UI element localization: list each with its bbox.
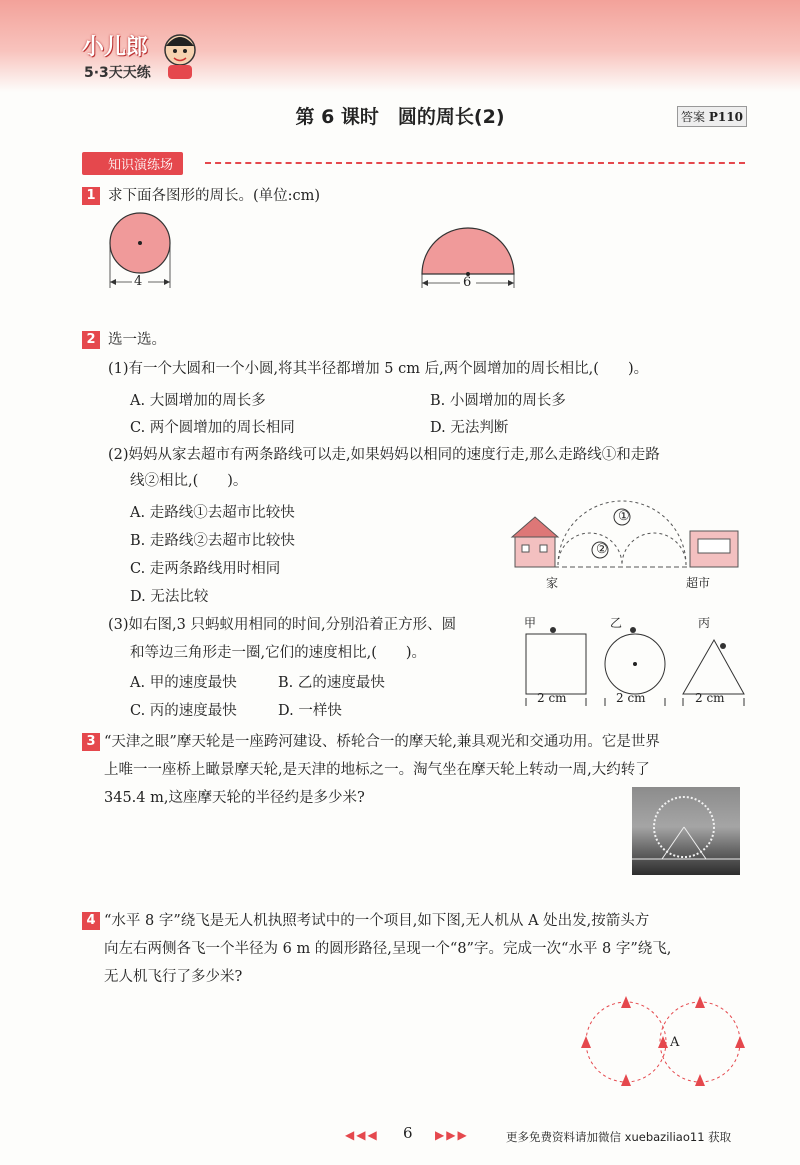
supermarket-icon [690, 531, 738, 567]
question-text: 求下面各图形的周长。(单位:cm) [108, 188, 321, 204]
question-text: 选一选。 [108, 332, 166, 348]
option-c[interactable]: C. 两个圆增加的周长相同 [130, 420, 295, 436]
sub-question-2-cont: 线②相比,( )。 [130, 473, 248, 489]
circle-figure [100, 210, 190, 295]
brand-logo: 小儿郎 [82, 35, 149, 60]
route-1-label: ① [618, 509, 630, 524]
section-divider [205, 162, 745, 164]
option-b[interactable]: B. 走路线②去超市比较快 [130, 533, 295, 549]
option-a[interactable]: A. 甲的速度最快 [130, 675, 237, 691]
mascot-icon [160, 30, 200, 80]
question-number: 1 [82, 187, 100, 205]
question-number: 2 [82, 331, 100, 349]
circle-dimension: 2 cm [616, 691, 646, 705]
option-c[interactable]: C. 走两条路线用时相同 [130, 561, 281, 577]
question-text: “天津之眼”摩天轮是一座跨河建设、桥轮合一的摩天轮,兼具观光和交通功用。它是世界 [104, 734, 660, 750]
next-page-arrows[interactable]: ▶▶▶ [435, 1128, 469, 1142]
series-name: 5·3天天练 [84, 65, 151, 81]
house-icon [512, 517, 558, 567]
question-text-cont: 无人机飞行了多少米? [104, 969, 243, 985]
footer-note: 更多免费资料请加微信 xuebaziliao11 获取 [506, 1130, 732, 1144]
square-dimension: 2 cm [537, 691, 567, 705]
triangle-dimension: 2 cm [695, 691, 725, 705]
circle-dimension: 4 [134, 274, 143, 289]
prev-page-arrows[interactable]: ◀◀◀ [345, 1128, 379, 1142]
question-text: “水平 8 字”绕飞是无人机执照考试中的一个项目,如下图,无人机从 A 处出发,按箭头方 [104, 913, 650, 929]
market-label: 超市 [686, 576, 711, 590]
option-d[interactable]: D. 无法判断 [430, 420, 509, 436]
lesson-title: 第 6 课时 圆的周长(2) [295, 106, 505, 128]
sub-question-3-cont: 和等边三角形走一圈,它们的速度相比,( )。 [130, 645, 427, 661]
option-d[interactable]: D. 一样快 [278, 703, 342, 719]
home-label: 家 [546, 576, 559, 590]
option-a[interactable]: A. 走路线①去超市比较快 [130, 505, 295, 521]
point-a-label: A [670, 1035, 680, 1050]
question-text-cont: 345.4 m,这座摩天轮的半径约是多少米? [104, 790, 365, 806]
question-text-cont: 向左右两侧各飞一个半径为 6 m 的圆形路径,呈现一个“8”字。完成一次“水平 8 字”绕飞, [104, 941, 672, 957]
answer-label: 答案 [681, 110, 706, 124]
option-d[interactable]: D. 无法比较 [130, 589, 209, 605]
section-title: 知识演练场 [82, 152, 183, 175]
semicircle-dimension: 6 [463, 275, 472, 290]
question-text-cont: 上唯一一座桥上瞰景摩天轮,是天津的地标之一。淘气坐在摩天轮上转动一周,大约转了 [104, 762, 650, 778]
option-a[interactable]: A. 大圆增加的周长多 [130, 393, 266, 409]
sub-question-1: (1)有一个大圆和一个小圆,将其半径都增加 5 cm 后,两个圆增加的周长相比,( )。 [108, 361, 649, 377]
page-number: 6 [403, 1124, 413, 1142]
figure-eight-diagram [578, 992, 748, 1087]
question-number: 3 [82, 733, 100, 751]
ant-label-bing: 丙 [698, 616, 711, 630]
route-2-label: ② [596, 542, 608, 557]
option-c[interactable]: C. 丙的速度最快 [130, 703, 237, 719]
ant-label-yi: 乙 [610, 616, 623, 630]
ferris-wheel-photo [632, 787, 740, 875]
option-b[interactable]: B. 小圆增加的周长多 [430, 393, 566, 409]
answer-reference[interactable] [677, 106, 747, 127]
answer-page: P110 [708, 110, 743, 124]
sub-question-2: (2)妈妈从家去超市有两条路线可以走,如果妈妈以相同的速度行走,那么走路线①和走路 [108, 447, 660, 463]
option-b[interactable]: B. 乙的速度最快 [278, 675, 385, 691]
sub-question-3: (3)如右图,3 只蚂蚁用相同的时间,分别沿着正方形、圆 [108, 617, 457, 633]
question-number: 4 [82, 912, 100, 930]
ant-label-jia: 甲 [524, 616, 537, 630]
